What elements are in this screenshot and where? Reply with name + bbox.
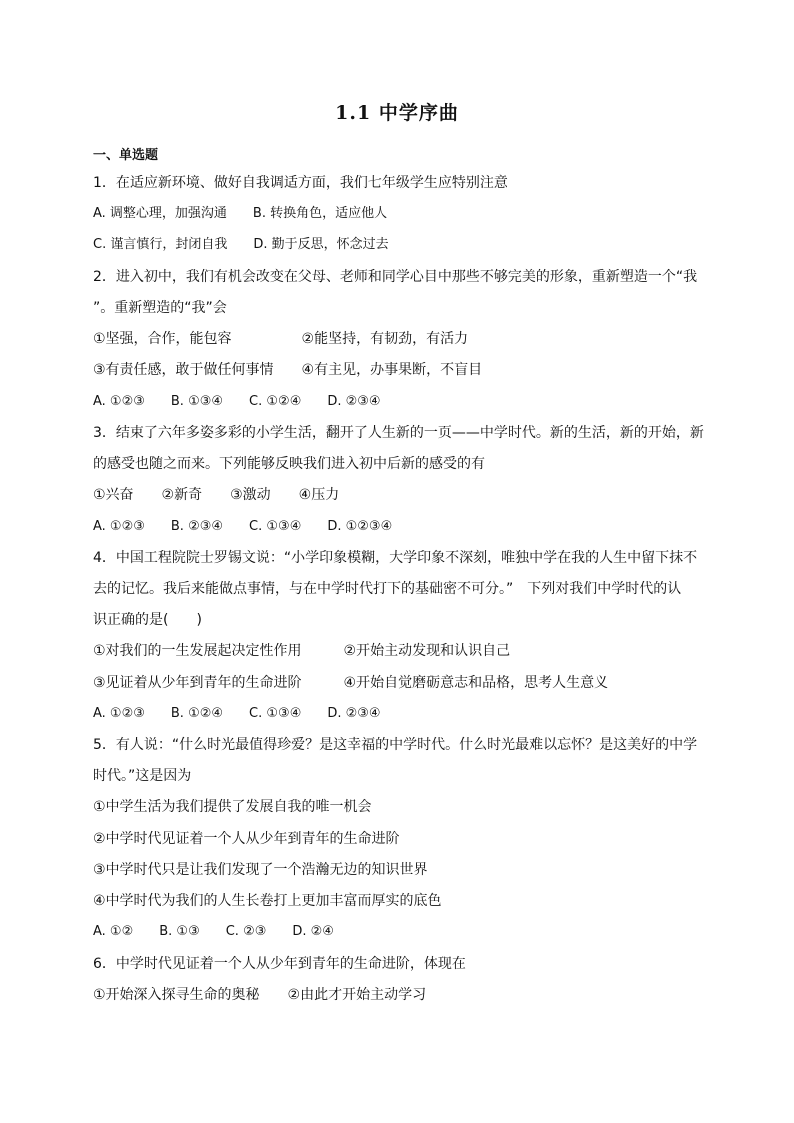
- question-6-items-12: ①开始深入探寻生命的奥秘 ②由此才开始主动学习: [93, 987, 427, 1003]
- question-4-options: A. ①②③ B. ①②④ C. ①③④ D. ②③④: [93, 706, 381, 721]
- question-2-stem: 2．进入初中，我们有机会改变在父母、老师和同学心目中那些不够完美的形象，重新塑造一个“我: [93, 269, 698, 285]
- question-5-item-1: ①中学生活为我们提供了发展自我的唯一机会: [93, 799, 372, 815]
- question-2-options: A. ①②③ B. ①③④ C. ①②④ D. ②③④: [93, 394, 381, 409]
- question-4-stem: 4．中国工程院院士罗锡文说：“小学印象模糊，大学印象不深刻，唯独中学在我的人生中留下抹不: [93, 550, 698, 566]
- question-2-items-34: ③有责任感，敢于做任何事情 ④有主见，办事果断，不盲目: [93, 362, 483, 378]
- question-5-stem-cont: 时代。”这是因为: [93, 768, 192, 784]
- question-2-stem-cont: ”。重新塑造的“我”会: [93, 300, 227, 316]
- question-3-stem-cont: 的感受也随之而来。下列能够反映我们进入初中后新的感受的有: [93, 456, 485, 472]
- question-3-stem: 3．结束了六年多姿多彩的小学生活，翻开了人生新的一页——中学时代。新的生活，新的开始，新: [93, 425, 704, 441]
- page-title: 1.1 中学序曲: [335, 102, 459, 124]
- question-5-options: A. ①② B. ①③ C. ②③ D. ②④: [93, 924, 334, 939]
- question-4-stem-end: 识正确的是( ): [93, 612, 202, 628]
- question-5-item-3: ③中学时代只是让我们发现了一个浩瀚无边的知识世界: [93, 862, 428, 878]
- question-4-items-12: ①对我们的一生发展起决定性作用 ②开始主动发现和认识自己: [93, 643, 511, 659]
- question-4-stem-cont: 去的记忆。我后来能做点事情，与在中学时代打下的基础密不可分。” 下列对我们中学时代的认: [93, 581, 682, 597]
- question-3-items: ①兴奋 ②新奇 ③激动 ④压力: [93, 487, 340, 503]
- question-4-items-34: ③见证着从少年到青年的生命进阶 ④开始自觉磨砺意志和品格，思考人生意义: [93, 675, 609, 691]
- question-2-items-12: ①坚强，合作，能包容 ②能坚持，有韧劲，有活力: [93, 331, 469, 347]
- question-6-stem: 6．中学时代见证着一个人从少年到青年的生命进阶，体现在: [93, 956, 466, 972]
- question-1-options-ab: A. 调整心理，加强沟通 B. 转换角色，适应他人: [93, 206, 388, 221]
- question-5-item-2: ②中学时代见证着一个人从少年到青年的生命进阶: [93, 831, 400, 847]
- question-5-item-4: ④中学时代为我们的人生长卷打上更加丰富而厚实的底色: [93, 893, 442, 909]
- section-heading: 一、单选题: [93, 148, 159, 163]
- question-5-stem: 5．有人说：“什么时光最值得珍爱？是这幸福的中学时代。什么时光最难以忘怀？是这美好的中学: [93, 737, 698, 753]
- question-1-options-cd: C. 谨言慎行，封闭自我 D. 勤于反思，怀念过去: [93, 237, 389, 252]
- question-1-stem: 1．在适应新环境、做好自我调适方面，我们七年级学生应特别注意: [93, 175, 508, 191]
- question-3-options: A. ①②③ B. ②③④ C. ①③④ D. ①②③④: [93, 519, 393, 534]
